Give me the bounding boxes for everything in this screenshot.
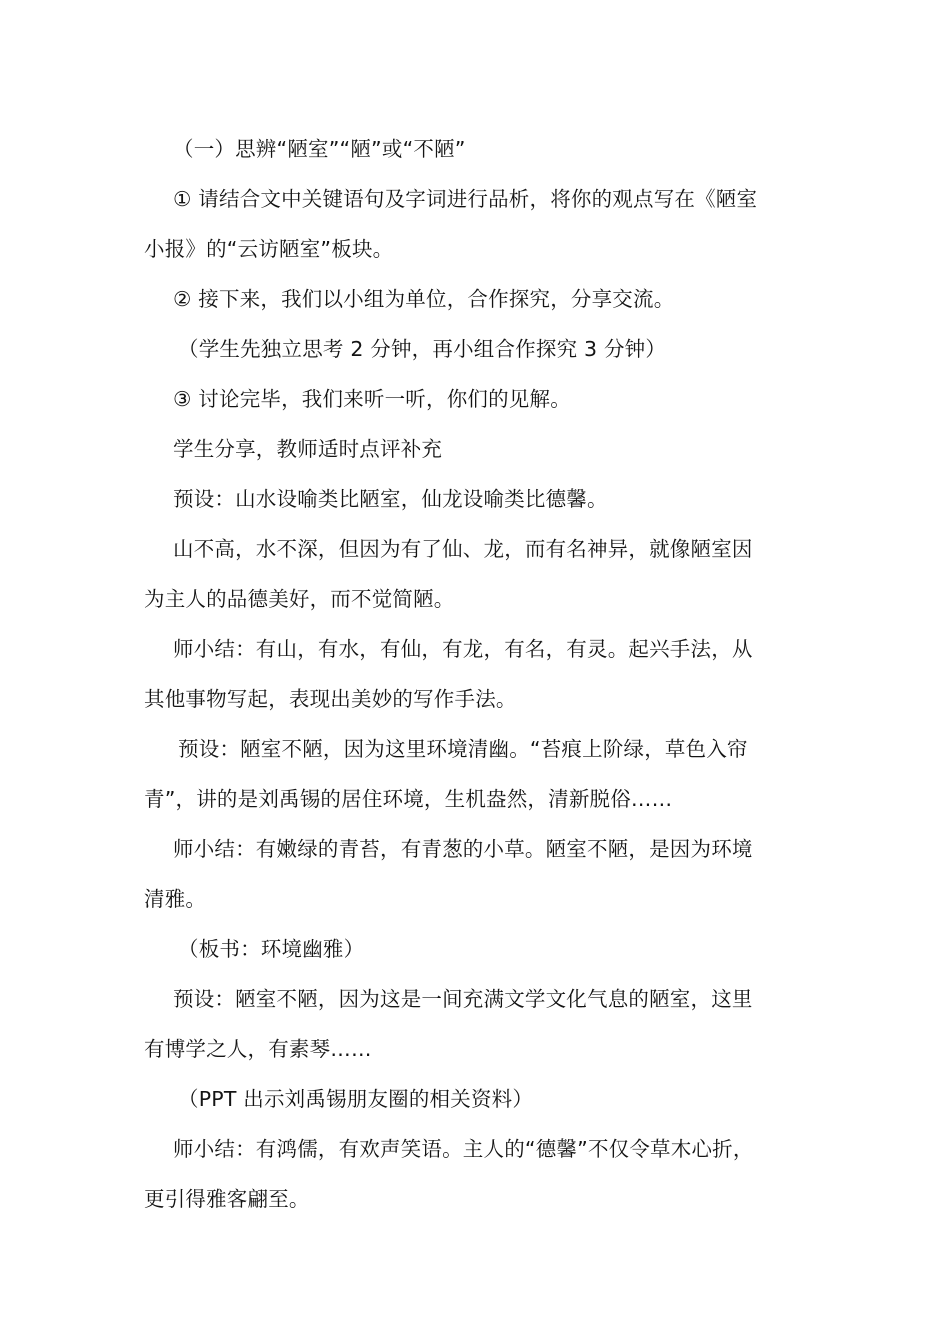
- paragraph-line: 更引得雅客翩至。: [144, 1187, 310, 1211]
- paragraph-line: 预设：山水设喻类比陋室，仙龙设喻类比德馨。: [173, 487, 608, 511]
- paragraph-line: 有博学之人，有素琴……: [144, 1037, 372, 1061]
- paragraph-line: 小报》的“云访陋室”板块。: [144, 237, 394, 261]
- paragraph-line: （板书：环境幽雅）: [178, 937, 365, 961]
- paragraph-line: ② 接下来，我们以小组为单位，合作探究，分享交流。: [173, 287, 675, 311]
- paragraph-line: 山不高，水不深，但因为有了仙、龙，而有名神异，就像陋室因: [173, 537, 753, 561]
- paragraph-line: ① 请结合文中关键语句及字词进行品析，将你的观点写在《陋室: [173, 187, 758, 211]
- paragraph-line: （PPT 出示刘禹锡朋友圈的相关资料）: [178, 1087, 534, 1111]
- paragraph-line: 师小结：有嫩绿的青苔，有青葱的小草。陋室不陋，是因为环境: [173, 837, 753, 861]
- paragraph-line: 青”，讲的是刘禹锡的居住环境，生机盎然，清新脱俗……: [144, 787, 673, 811]
- section-heading: （一）思辨“陋室”“陋”或“不陋”: [173, 137, 466, 161]
- paragraph-line: 清雅。: [144, 887, 207, 911]
- paragraph-line: 学生分享，教师适时点评补充: [173, 437, 443, 461]
- paragraph-line: 预设：陋室不陋，因为这是一间充满文学文化气息的陋室，这里: [173, 987, 753, 1011]
- document-body: [144, 124, 808, 1224]
- paragraph-line: 其他事物写起，表现出美妙的写作手法。: [144, 687, 517, 711]
- paragraph-line: 师小结：有鸿儒，有欢声笑语。主人的“德馨”不仅令草木心折，: [173, 1137, 754, 1161]
- paragraph-line: 预设：陋室不陋，因为这里环境清幽。“苔痕上阶绿，草色入帘: [178, 737, 748, 761]
- paragraph-line: ③ 讨论完毕，我们来听一听，你们的见解。: [173, 387, 571, 411]
- paragraph-line: （学生先独立思考 2 分钟，再小组合作探究 3 分钟）: [178, 337, 667, 361]
- paragraph-line: 师小结：有山，有水，有仙，有龙，有名，有灵。起兴手法，从: [173, 637, 753, 661]
- paragraph-line: 为主人的品德美好，而不觉简陋。: [144, 587, 455, 611]
